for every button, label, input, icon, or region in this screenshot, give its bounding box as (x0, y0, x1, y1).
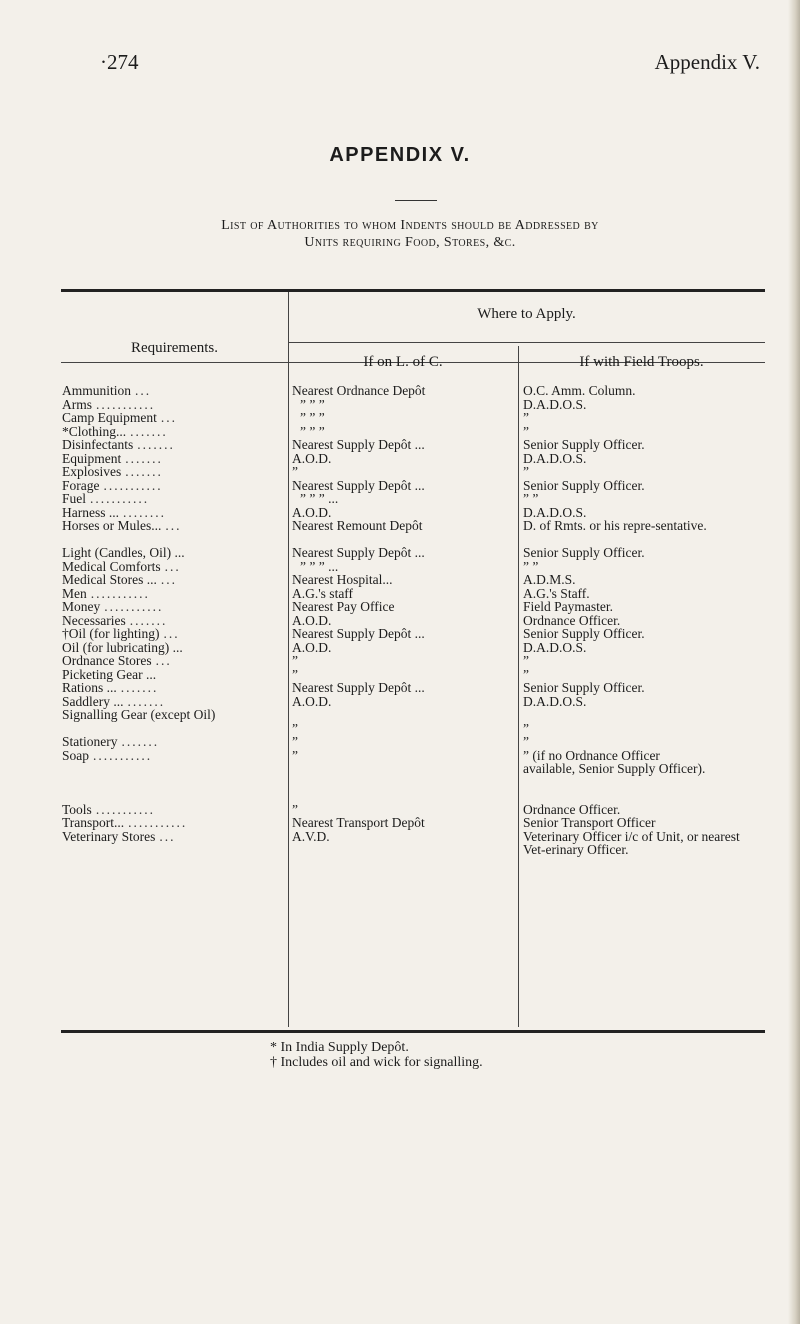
table-cell: Ordnance Officer. (523, 801, 621, 817)
table-cell: ” (if no Ordnance Officer available, Senior Supply Officer). (523, 747, 706, 776)
running-head (100, 50, 760, 75)
table-cell: Nearest Remount Depôt (292, 518, 423, 533)
table-cell: ” (523, 653, 529, 668)
table-cell: ” (292, 666, 298, 682)
table-row: Ordnance Stores ... (62, 653, 172, 668)
table-row: Necessaries ....... (62, 612, 168, 628)
requirements-column (62, 384, 287, 843)
table-row: Stationery ....... (62, 734, 160, 749)
header-requirements: Requirements. (130, 340, 219, 356)
footnote: † Includes oil and wick for signalling. (270, 1055, 483, 1070)
authorities-table (61, 289, 765, 1033)
table-cell: A.O.D. (292, 693, 332, 709)
subtitle-line-1: List of Authorities to whom Indents should be Addressed by (221, 218, 599, 233)
table-cell: Nearest Transport Depôt (292, 815, 425, 830)
table-cell: D.A.D.O.S. (523, 504, 587, 520)
header-field-troops: If with Field Troops. (579, 354, 704, 370)
table-cell: A.D.M.S. (523, 572, 576, 587)
title-rule (395, 200, 437, 201)
table-cell: A.V.D. (292, 828, 330, 844)
table-cell: ” (523, 410, 529, 425)
table-cell: A.O.D. (292, 504, 332, 520)
table-cell: ” ” (523, 491, 539, 506)
table-cell: Senior Supply Officer. (523, 477, 645, 493)
table-cell: A.O.D. (292, 450, 332, 466)
table-cell: Nearest Ordnance Depôt (292, 383, 426, 398)
table-cell: ” (292, 734, 298, 749)
page-title: APPENDIX V. (329, 144, 471, 166)
table-cell: ” ” ” (300, 396, 325, 412)
table-cell: Senior Transport Officer (523, 815, 656, 830)
footnotes (270, 1040, 483, 1070)
table-cell: ” (292, 653, 298, 668)
table-row: Ammunition ... (62, 383, 152, 398)
table-row: Disinfectants ....... (62, 437, 175, 452)
table-cell: A.O.D. (292, 612, 332, 628)
table-row: Fuel ........... (62, 491, 150, 506)
table-row: Harness ... ........ (62, 504, 166, 520)
subtitle-line-2: Units requiring Food, Stores, &c. (304, 235, 516, 250)
header-where-to-apply: Where to Apply. (477, 306, 576, 322)
table-cell: D.A.D.O.S. (523, 639, 587, 655)
table-cell: Nearest Supply Depôt ... (292, 680, 425, 695)
table-cell: A.O.D. (292, 639, 332, 655)
table-cell: ” ” ” ... (300, 491, 339, 506)
table-row: Tools ........... (62, 801, 155, 817)
table-row: Oil (for lubricating) ... (62, 639, 183, 655)
table-row: Transport... ........... (62, 815, 188, 830)
table-cell: O.C. Amm. Column. (523, 383, 636, 398)
table-cell: ” (523, 720, 529, 736)
column-divider-2 (518, 346, 519, 1027)
table-cell: Nearest Supply Depôt ... (292, 545, 425, 560)
table-row: Horses or Mules... ... (62, 518, 182, 533)
table-row: Equipment ....... (62, 450, 163, 466)
table-cell: ” (523, 734, 529, 749)
table-row: Saddlery ... ....... (62, 693, 166, 709)
page-number: ·274 (100, 50, 139, 74)
loc-column (292, 384, 518, 843)
table-row: Medical Comforts ... (62, 558, 181, 574)
table-cell: Nearest Supply Depôt ... (292, 477, 425, 493)
table-row: Light (Candles, Oil) ... (62, 545, 185, 560)
table-row: Camp Equipment ... (62, 410, 177, 425)
column-divider-1 (288, 292, 289, 1027)
table-cell: ” (523, 464, 529, 479)
where-rule (288, 342, 765, 343)
table-cell: D.A.D.O.S. (523, 396, 587, 412)
table-cell: Nearest Supply Depôt ... (292, 437, 425, 452)
running-title: Appendix V. (654, 50, 760, 74)
table-cell: Senior Supply Officer. (523, 545, 645, 560)
header-loc: If on L. of C. (363, 354, 443, 370)
table-cell: D.A.D.O.S. (523, 450, 587, 466)
table-row: †Oil (for lighting) ... (62, 626, 180, 641)
table-cell: D. of Rmts. or his repre-sentative. (523, 518, 707, 533)
table-row: Men ........... (62, 585, 150, 601)
page-edge (788, 0, 800, 1324)
table-cell: ” (292, 801, 298, 817)
table-row: Explosives ....... (62, 464, 163, 479)
table-row: Picketing Gear ... (62, 666, 157, 682)
table-cell: ” ” ” ... (300, 558, 339, 574)
table-cell: Ordnance Officer. (523, 612, 621, 628)
table-cell: ” (523, 666, 529, 682)
table-cell: ” (292, 747, 298, 763)
footnote: * In India Supply Depôt. (270, 1040, 409, 1055)
table-row: Money ........... (62, 599, 164, 614)
table-cell: Field Paymaster. (523, 599, 613, 614)
table-cell: ” (292, 720, 298, 736)
table-cell: Nearest Hospital... (292, 572, 393, 587)
table-cell: A.G.'s staff (292, 585, 354, 601)
table-cell: ” ” ” (300, 410, 325, 425)
table-row: Rations ... ....... (62, 680, 159, 695)
table-cell: Nearest Supply Depôt ... (292, 626, 425, 641)
table-row: Arms ........... (62, 396, 156, 412)
table-cell: ” (523, 423, 529, 439)
table-cell: ” (292, 464, 298, 479)
table-row: Soap ........... (62, 747, 153, 763)
table-cell: Senior Supply Officer. (523, 626, 645, 641)
table-cell: ” ” (523, 558, 539, 574)
table-cell: ” ” ” (300, 423, 325, 439)
table-row: Medical Stores ... ... (62, 572, 177, 587)
table-cell: Senior Supply Officer. (523, 680, 645, 695)
table-row: Signalling Gear (except Oil) (62, 707, 216, 722)
field-troops-column (523, 384, 763, 884)
table-cell: D.A.D.O.S. (523, 693, 587, 709)
table-cell: Nearest Pay Office (292, 599, 395, 614)
subtitle (80, 217, 740, 251)
table-row: Forage ........... (62, 477, 163, 493)
table-row: Veterinary Stores ... (62, 828, 176, 844)
table-cell: A.G.'s Staff. (523, 585, 590, 601)
table-cell: Senior Supply Officer. (523, 437, 645, 452)
table-cell: Veterinary Officer i/c of Unit, or nearest Vet-erinary Officer. (523, 828, 740, 857)
table-row: *Clothing... ....... (62, 423, 168, 439)
